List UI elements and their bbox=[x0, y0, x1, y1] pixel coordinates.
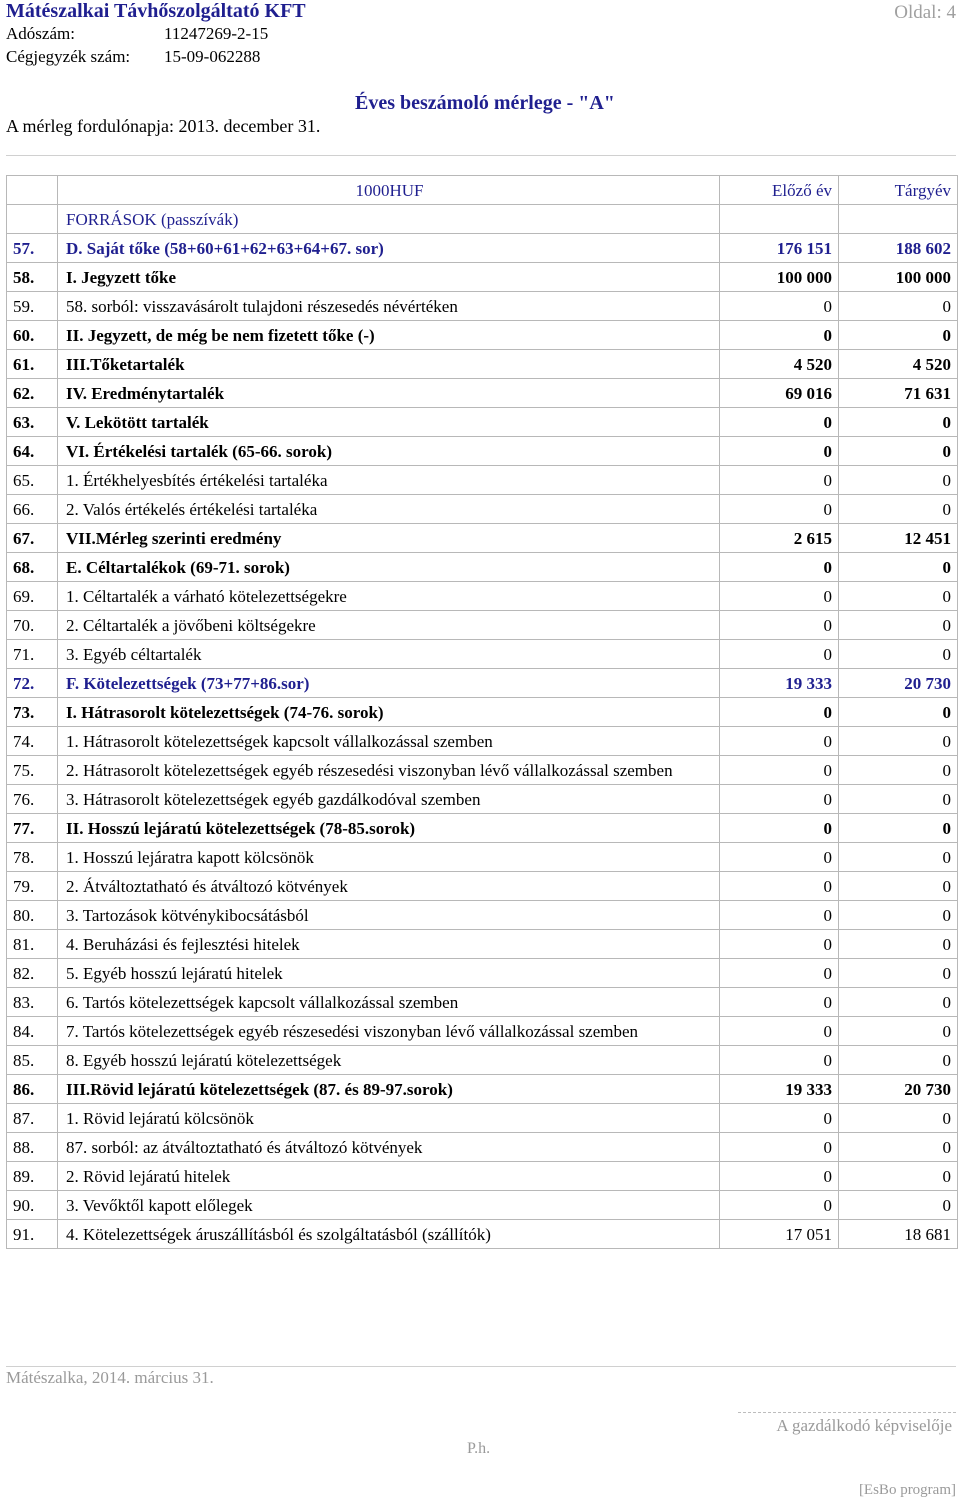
row-description: 3. Tartozások kötvénykibocsátásból bbox=[58, 901, 720, 930]
current-year-value: 0 bbox=[839, 553, 958, 582]
row-number: 66. bbox=[7, 495, 58, 524]
previous-year-value: 0 bbox=[720, 1104, 839, 1133]
current-year-value: 18 681 bbox=[839, 1220, 958, 1249]
table-row bbox=[7, 843, 958, 872]
table-row bbox=[7, 582, 958, 611]
row-number: 61. bbox=[7, 350, 58, 379]
tax-number-row bbox=[6, 24, 268, 44]
row-number: 72. bbox=[7, 669, 58, 698]
current-year-value: 0 bbox=[839, 959, 958, 988]
row-description: 2. Átváltoztatható és átváltozó kötvények bbox=[58, 872, 720, 901]
row-description: III.Rövid lejáratú kötelezettségek (87. és 89-97.sorok) bbox=[58, 1075, 720, 1104]
row-description: 1. Hátrasorolt kötelezettségek kapcsolt vállalkozással szemben bbox=[58, 727, 720, 756]
row-number: 83. bbox=[7, 988, 58, 1017]
previous-year-value: 0 bbox=[720, 640, 839, 669]
row-description: 87. sorból: az átváltoztatható és átváltozó kötvények bbox=[58, 1133, 720, 1162]
table-row bbox=[7, 234, 958, 263]
row-number: 91. bbox=[7, 1220, 58, 1249]
table-row bbox=[7, 1191, 958, 1220]
row-description: 6. Tartós kötelezettségek kapcsolt vállalkozással szemben bbox=[58, 988, 720, 1017]
current-year-value: 0 bbox=[839, 640, 958, 669]
row-description: D. Saját tőke (58+60+61+62+63+64+67. sor) bbox=[58, 234, 720, 263]
previous-year-value: 0 bbox=[720, 611, 839, 640]
current-year-value: 0 bbox=[839, 843, 958, 872]
table-row bbox=[7, 321, 958, 350]
unit-label: 1000HUF bbox=[58, 176, 720, 205]
section-blank-prev bbox=[720, 205, 839, 234]
current-year-value: 0 bbox=[839, 988, 958, 1017]
row-number: 80. bbox=[7, 901, 58, 930]
row-description: 4. Beruházási és fejlesztési hitelek bbox=[58, 930, 720, 959]
section-row bbox=[7, 205, 958, 234]
row-description: 58. sorból: visszavásárolt tulajdoni részesedés névértéken bbox=[58, 292, 720, 321]
table-row bbox=[7, 930, 958, 959]
current-year-value: 0 bbox=[839, 1191, 958, 1220]
row-number: 74. bbox=[7, 727, 58, 756]
tax-number-label: Adószám: bbox=[6, 24, 75, 43]
table-row bbox=[7, 814, 958, 843]
row-number: 84. bbox=[7, 1017, 58, 1046]
previous-year-value: 0 bbox=[720, 495, 839, 524]
row-description: II. Hosszú lejáratú kötelezettségek (78-85.sorok) bbox=[58, 814, 720, 843]
row-description: VI. Értékelési tartalék (65-66. sorok) bbox=[58, 437, 720, 466]
table-row bbox=[7, 669, 958, 698]
row-description: 2. Céltartalék a jövőbeni költségekre bbox=[58, 611, 720, 640]
table-row bbox=[7, 466, 958, 495]
table-row bbox=[7, 495, 958, 524]
row-number: 57. bbox=[7, 234, 58, 263]
table-row bbox=[7, 553, 958, 582]
previous-year-value: 0 bbox=[720, 901, 839, 930]
row-description: 2. Valós értékelés értékelési tartaléka bbox=[58, 495, 720, 524]
table-row bbox=[7, 727, 958, 756]
row-number: 78. bbox=[7, 843, 58, 872]
row-number: 70. bbox=[7, 611, 58, 640]
previous-year-value: 0 bbox=[720, 727, 839, 756]
header-divider bbox=[6, 155, 956, 156]
table-row bbox=[7, 1046, 958, 1075]
current-year-value: 0 bbox=[839, 495, 958, 524]
row-number: 58. bbox=[7, 263, 58, 292]
current-year-value: 0 bbox=[839, 698, 958, 727]
current-year-value: 71 631 bbox=[839, 379, 958, 408]
current-year-value: 0 bbox=[839, 814, 958, 843]
row-description: 3. Egyéb céltartalék bbox=[58, 640, 720, 669]
previous-year-value: 4 520 bbox=[720, 350, 839, 379]
row-number: 89. bbox=[7, 1162, 58, 1191]
tax-number-value: 11247269-2-15 bbox=[164, 24, 269, 43]
section-blank-cell bbox=[7, 205, 58, 234]
row-number: 86. bbox=[7, 1075, 58, 1104]
previous-year-value: 0 bbox=[720, 1046, 839, 1075]
previous-year-value: 0 bbox=[720, 553, 839, 582]
signature-line bbox=[738, 1412, 956, 1413]
current-year-value: 0 bbox=[839, 292, 958, 321]
table-row bbox=[7, 1075, 958, 1104]
row-number: 73. bbox=[7, 698, 58, 727]
current-year-value: 0 bbox=[839, 408, 958, 437]
previous-year-value: 0 bbox=[720, 843, 839, 872]
row-number: 82. bbox=[7, 959, 58, 988]
previous-year-value: 176 151 bbox=[720, 234, 839, 263]
current-year-value: 20 730 bbox=[839, 669, 958, 698]
previous-year-header: Előző év bbox=[720, 176, 839, 205]
row-number: 67. bbox=[7, 524, 58, 553]
row-number: 87. bbox=[7, 1104, 58, 1133]
previous-year-value: 0 bbox=[720, 292, 839, 321]
row-description: 1. Hosszú lejáratra kapott kölcsönök bbox=[58, 843, 720, 872]
row-description: II. Jegyzett, de még be nem fizetett tőke (-) bbox=[58, 321, 720, 350]
row-number: 71. bbox=[7, 640, 58, 669]
table-row bbox=[7, 263, 958, 292]
row-number: 65. bbox=[7, 466, 58, 495]
footer-divider bbox=[6, 1366, 956, 1367]
current-year-value: 0 bbox=[839, 872, 958, 901]
row-number: 76. bbox=[7, 785, 58, 814]
row-description: 7. Tartós kötelezettségek egyéb részesedési viszonyban lévő vállalkozással szemben bbox=[58, 1017, 720, 1046]
liabilities-table bbox=[6, 175, 958, 1249]
row-description: 1. Értékhelyesbítés értékelési tartaléka bbox=[58, 466, 720, 495]
current-year-value: 188 602 bbox=[839, 234, 958, 263]
current-year-value: 0 bbox=[839, 437, 958, 466]
row-description: 2. Rövid lejáratú hitelek bbox=[58, 1162, 720, 1191]
place-and-date: Mátészalka, 2014. március 31. bbox=[6, 1368, 214, 1387]
table-header-row bbox=[7, 176, 958, 205]
row-description: 3. Hátrasorolt kötelezettségek egyéb gazdálkodóval szemben bbox=[58, 785, 720, 814]
header-blank-cell bbox=[7, 176, 58, 205]
row-description: 5. Egyéb hosszú lejáratú hitelek bbox=[58, 959, 720, 988]
row-description: 3. Vevőktől kapott előlegek bbox=[58, 1191, 720, 1220]
row-number: 88. bbox=[7, 1133, 58, 1162]
current-year-value: 0 bbox=[839, 930, 958, 959]
current-year-value: 0 bbox=[839, 727, 958, 756]
current-year-value: 0 bbox=[839, 1017, 958, 1046]
row-description: E. Céltartalékok (69-71. sorok) bbox=[58, 553, 720, 582]
current-year-value: 100 000 bbox=[839, 263, 958, 292]
table-row bbox=[7, 524, 958, 553]
current-year-value: 0 bbox=[839, 1046, 958, 1075]
table-row bbox=[7, 437, 958, 466]
current-year-value: 0 bbox=[839, 582, 958, 611]
previous-year-value: 0 bbox=[720, 959, 839, 988]
previous-year-value: 0 bbox=[720, 930, 839, 959]
table-row bbox=[7, 379, 958, 408]
previous-year-value: 100 000 bbox=[720, 263, 839, 292]
row-description: 2. Hátrasorolt kötelezettségek egyéb részesedési viszonyban lévő vállalkozással szemben bbox=[58, 756, 720, 785]
current-year-header: Tárgyév bbox=[839, 176, 958, 205]
stamp-placeholder: P.h. bbox=[467, 1440, 491, 1457]
table-row bbox=[7, 408, 958, 437]
table-row bbox=[7, 901, 958, 930]
balance-date: A mérleg fordulónapja: 2013. december 31. bbox=[6, 116, 321, 136]
previous-year-value: 17 051 bbox=[720, 1220, 839, 1249]
row-description: F. Kötelezettségek (73+77+86.sor) bbox=[58, 669, 720, 698]
table-row bbox=[7, 872, 958, 901]
current-year-value: 0 bbox=[839, 611, 958, 640]
current-year-value: 0 bbox=[839, 466, 958, 495]
table-row bbox=[7, 1162, 958, 1191]
table-row bbox=[7, 959, 958, 988]
row-number: 90. bbox=[7, 1191, 58, 1220]
row-description: I. Jegyzett tőke bbox=[58, 263, 720, 292]
current-year-value: 0 bbox=[839, 756, 958, 785]
current-year-value: 0 bbox=[839, 1133, 958, 1162]
row-number: 60. bbox=[7, 321, 58, 350]
previous-year-value: 69 016 bbox=[720, 379, 839, 408]
row-description: IV. Eredménytartalék bbox=[58, 379, 720, 408]
row-number: 69. bbox=[7, 582, 58, 611]
program-credit: [EsBo program] bbox=[858, 1482, 956, 1498]
section-blank-curr bbox=[839, 205, 958, 234]
previous-year-value: 0 bbox=[720, 988, 839, 1017]
row-description: 4. Kötelezettségek áruszállításból és szolgáltatásból (szállítók) bbox=[58, 1220, 720, 1249]
previous-year-value: 0 bbox=[720, 321, 839, 350]
current-year-value: 20 730 bbox=[839, 1075, 958, 1104]
previous-year-value: 0 bbox=[720, 582, 839, 611]
previous-year-value: 0 bbox=[720, 408, 839, 437]
table-row bbox=[7, 1104, 958, 1133]
row-description: I. Hátrasorolt kötelezettségek (74-76. sorok) bbox=[58, 698, 720, 727]
registration-number-label: Cégjegyzék szám: bbox=[6, 47, 131, 66]
registration-number-row bbox=[6, 47, 260, 67]
previous-year-value: 0 bbox=[720, 1162, 839, 1191]
previous-year-value: 0 bbox=[720, 814, 839, 843]
previous-year-value: 0 bbox=[720, 1017, 839, 1046]
row-number: 62. bbox=[7, 379, 58, 408]
section-title: FORRÁSOK (passzívák) bbox=[58, 205, 720, 234]
current-year-value: 0 bbox=[839, 321, 958, 350]
current-year-value: 0 bbox=[839, 901, 958, 930]
row-description: VII.Mérleg szerinti eredmény bbox=[58, 524, 720, 553]
page-number: Oldal: 4 bbox=[894, 2, 956, 23]
previous-year-value: 2 615 bbox=[720, 524, 839, 553]
table-row bbox=[7, 640, 958, 669]
row-description: 1. Céltartalék a várható kötelezettségekre bbox=[58, 582, 720, 611]
previous-year-value: 19 333 bbox=[720, 1075, 839, 1104]
row-description: 1. Rövid lejáratú kölcsönök bbox=[58, 1104, 720, 1133]
current-year-value: 4 520 bbox=[839, 350, 958, 379]
table-row bbox=[7, 350, 958, 379]
row-description: III.Tőketartalék bbox=[58, 350, 720, 379]
previous-year-value: 19 333 bbox=[720, 669, 839, 698]
previous-year-value: 0 bbox=[720, 437, 839, 466]
table-row bbox=[7, 1133, 958, 1162]
current-year-value: 0 bbox=[839, 1104, 958, 1133]
report-header bbox=[0, 0, 960, 160]
previous-year-value: 0 bbox=[720, 466, 839, 495]
previous-year-value: 0 bbox=[720, 1133, 839, 1162]
current-year-value: 12 451 bbox=[839, 524, 958, 553]
previous-year-value: 0 bbox=[720, 1191, 839, 1220]
company-name: Mátészalkai Távhőszolgáltató KFT bbox=[6, 0, 306, 22]
row-number: 63. bbox=[7, 408, 58, 437]
table-row bbox=[7, 756, 958, 785]
current-year-value: 0 bbox=[839, 785, 958, 814]
previous-year-value: 0 bbox=[720, 698, 839, 727]
table-row bbox=[7, 611, 958, 640]
registration-number-value: 15-09-062288 bbox=[164, 47, 261, 66]
row-description: V. Lekötött tartalék bbox=[58, 408, 720, 437]
row-number: 79. bbox=[7, 872, 58, 901]
report-title: Éves beszámoló mérlege - "A" bbox=[355, 92, 615, 114]
row-number: 85. bbox=[7, 1046, 58, 1075]
previous-year-value: 0 bbox=[720, 785, 839, 814]
signatory-label: A gazdálkodó képviselője bbox=[776, 1416, 952, 1435]
table-row bbox=[7, 988, 958, 1017]
table-row bbox=[7, 292, 958, 321]
row-number: 77. bbox=[7, 814, 58, 843]
previous-year-value: 0 bbox=[720, 756, 839, 785]
current-year-value: 0 bbox=[839, 1162, 958, 1191]
previous-year-value: 0 bbox=[720, 872, 839, 901]
table-row bbox=[7, 698, 958, 727]
row-number: 75. bbox=[7, 756, 58, 785]
row-number: 59. bbox=[7, 292, 58, 321]
row-number: 64. bbox=[7, 437, 58, 466]
table-row bbox=[7, 1017, 958, 1046]
row-description: 8. Egyéb hosszú lejáratú kötelezettségek bbox=[58, 1046, 720, 1075]
table-row bbox=[7, 1220, 958, 1249]
row-number: 68. bbox=[7, 553, 58, 582]
row-number: 81. bbox=[7, 930, 58, 959]
table-row bbox=[7, 785, 958, 814]
